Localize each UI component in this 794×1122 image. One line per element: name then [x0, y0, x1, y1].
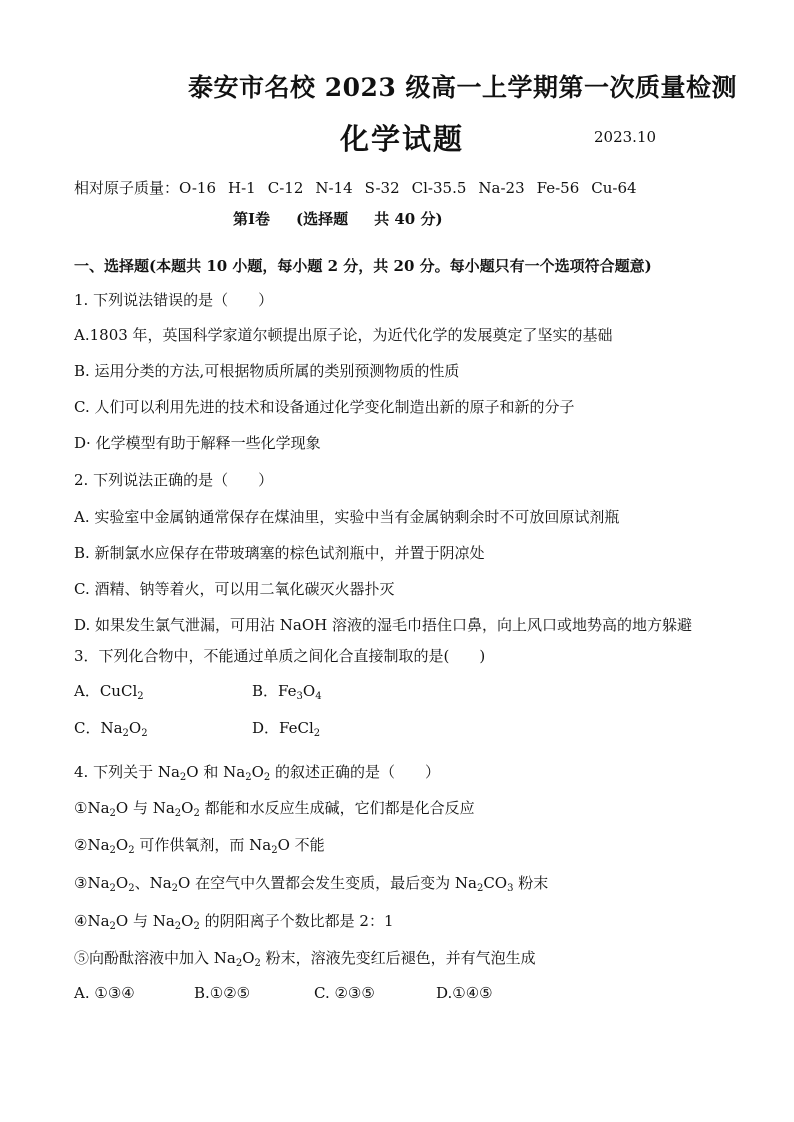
exam-date: 2023.10	[594, 128, 657, 146]
question-4-option-c: C. ②③⑤	[314, 984, 375, 1002]
volume-heading	[233, 208, 469, 229]
question-4-option-a: A. ①③④	[74, 984, 135, 1002]
question-2-stem: 2. 下列说法正确的是（ ）	[74, 471, 274, 489]
question-4-options-row	[74, 984, 493, 1002]
question-2-option-d: D. 如果发生氯气泄漏，可用沾 NaOH 溶液的湿毛巾捂住口鼻，向上风口或地势高的地方躲避	[74, 616, 693, 634]
atomic-mass-item: Cu-64	[591, 179, 637, 197]
atomic-masses-label: 相对原子质量：	[74, 179, 180, 197]
question-3-option-c: C．$Na_2O_2$	[74, 719, 148, 739]
question-4-statement-2: $②Na_2O_2$ 可作供氧剂，而 $Na_2O$ 不能	[74, 836, 325, 856]
question-3-option-d: D．FeCl$_2$	[252, 719, 321, 739]
atomic-mass-item: Cl-35.5	[411, 179, 467, 197]
question-4-statement-3: $③Na_2O_2$、$Na_2O$ 在空气中久置都会发生变质，最后变为 $Na_2CO_3$ 粉末	[74, 874, 549, 894]
section-heading: 一、选择题(本题共 10 小题，每小题 2 分，共 20 分。每小题只有一个选项符合题意)	[74, 257, 652, 275]
question-1-option-d: D· 化学模型有助于解释一些化学现象	[74, 434, 321, 452]
question-1-option-a: A.1803 年，英国科学家道尔顿提出原子论，为近代化学的发展奠定了坚实的基础	[74, 326, 613, 344]
question-4-stem: 4. 下列关于 $Na_2O$ 和 $Na_2O_2$ 的叙述正确的是（ ）	[74, 763, 441, 783]
atomic-mass-item: Fe-56	[536, 179, 580, 197]
atomic-mass-item: H-1	[228, 179, 256, 197]
question-4-statement-1: $①Na_2O$ 与 $Na_2O_2$ 都能和水反应生成碱，它们都是化合反应	[74, 799, 475, 819]
atomic-masses-line	[74, 177, 649, 198]
question-4-option-d: D.①④⑤	[436, 984, 493, 1002]
volume-score: 共 40 分)	[374, 210, 443, 228]
exam-title: 泰安市名校 2023 级高一上学期第一次质量检测	[188, 73, 737, 102]
question-3-option-b: B．$Fe_3O_4$	[252, 682, 322, 702]
atomic-mass-item: O-16	[179, 179, 217, 197]
question-3-options-row-2	[74, 717, 320, 738]
question-4-option-b: B.①②⑤	[194, 984, 251, 1002]
question-1-option-b: B. 运用分类的方法,可根据物质所属的类别预测物质的性质	[74, 362, 460, 380]
question-4-statement-5: ⑤向酚酞溶液中加入 $Na_2O_2$ 粉末，溶液先变红后褪色，并有气泡生成	[74, 949, 536, 969]
atomic-mass-item: C-12	[267, 179, 304, 197]
atomic-mass-item: S-32	[364, 179, 400, 197]
volume-name: 第Ⅰ卷	[233, 210, 271, 228]
question-2-option-c: C. 酒精、钠等着火，可以用二氧化碳灭火器扑灭	[74, 580, 395, 598]
atomic-mass-item: N-14	[315, 179, 353, 197]
atomic-mass-item: Na-23	[478, 179, 525, 197]
question-2-option-a: A. 实验室中金属钠通常保存在煤油里，实验中当有金属钠剩余时不可放回原试剂瓶	[74, 508, 620, 526]
question-3-option-a: A．CuCl$_2$	[74, 682, 144, 702]
question-1-stem: 1. 下列说法错误的是（ ）	[74, 291, 274, 309]
question-3-options-row-1	[74, 680, 322, 701]
subject-title: 化学试题	[340, 122, 465, 156]
question-4-statement-4: $④Na_2O$ 与 $Na_2O_2$ 的阴阳离子个数比都是 2：1	[74, 912, 394, 932]
volume-type: (选择题	[296, 210, 349, 228]
question-1-option-c: C. 人们可以利用先进的技术和设备通过化学变化制造出新的原子和新的分子	[74, 398, 575, 416]
question-3-stem: 3．下列化合物中，不能通过单质之间化合直接制取的是( )	[74, 647, 486, 665]
question-2-option-b: B. 新制氯水应保存在带玻璃塞的棕色试剂瓶中，并置于阴凉处	[74, 544, 485, 562]
